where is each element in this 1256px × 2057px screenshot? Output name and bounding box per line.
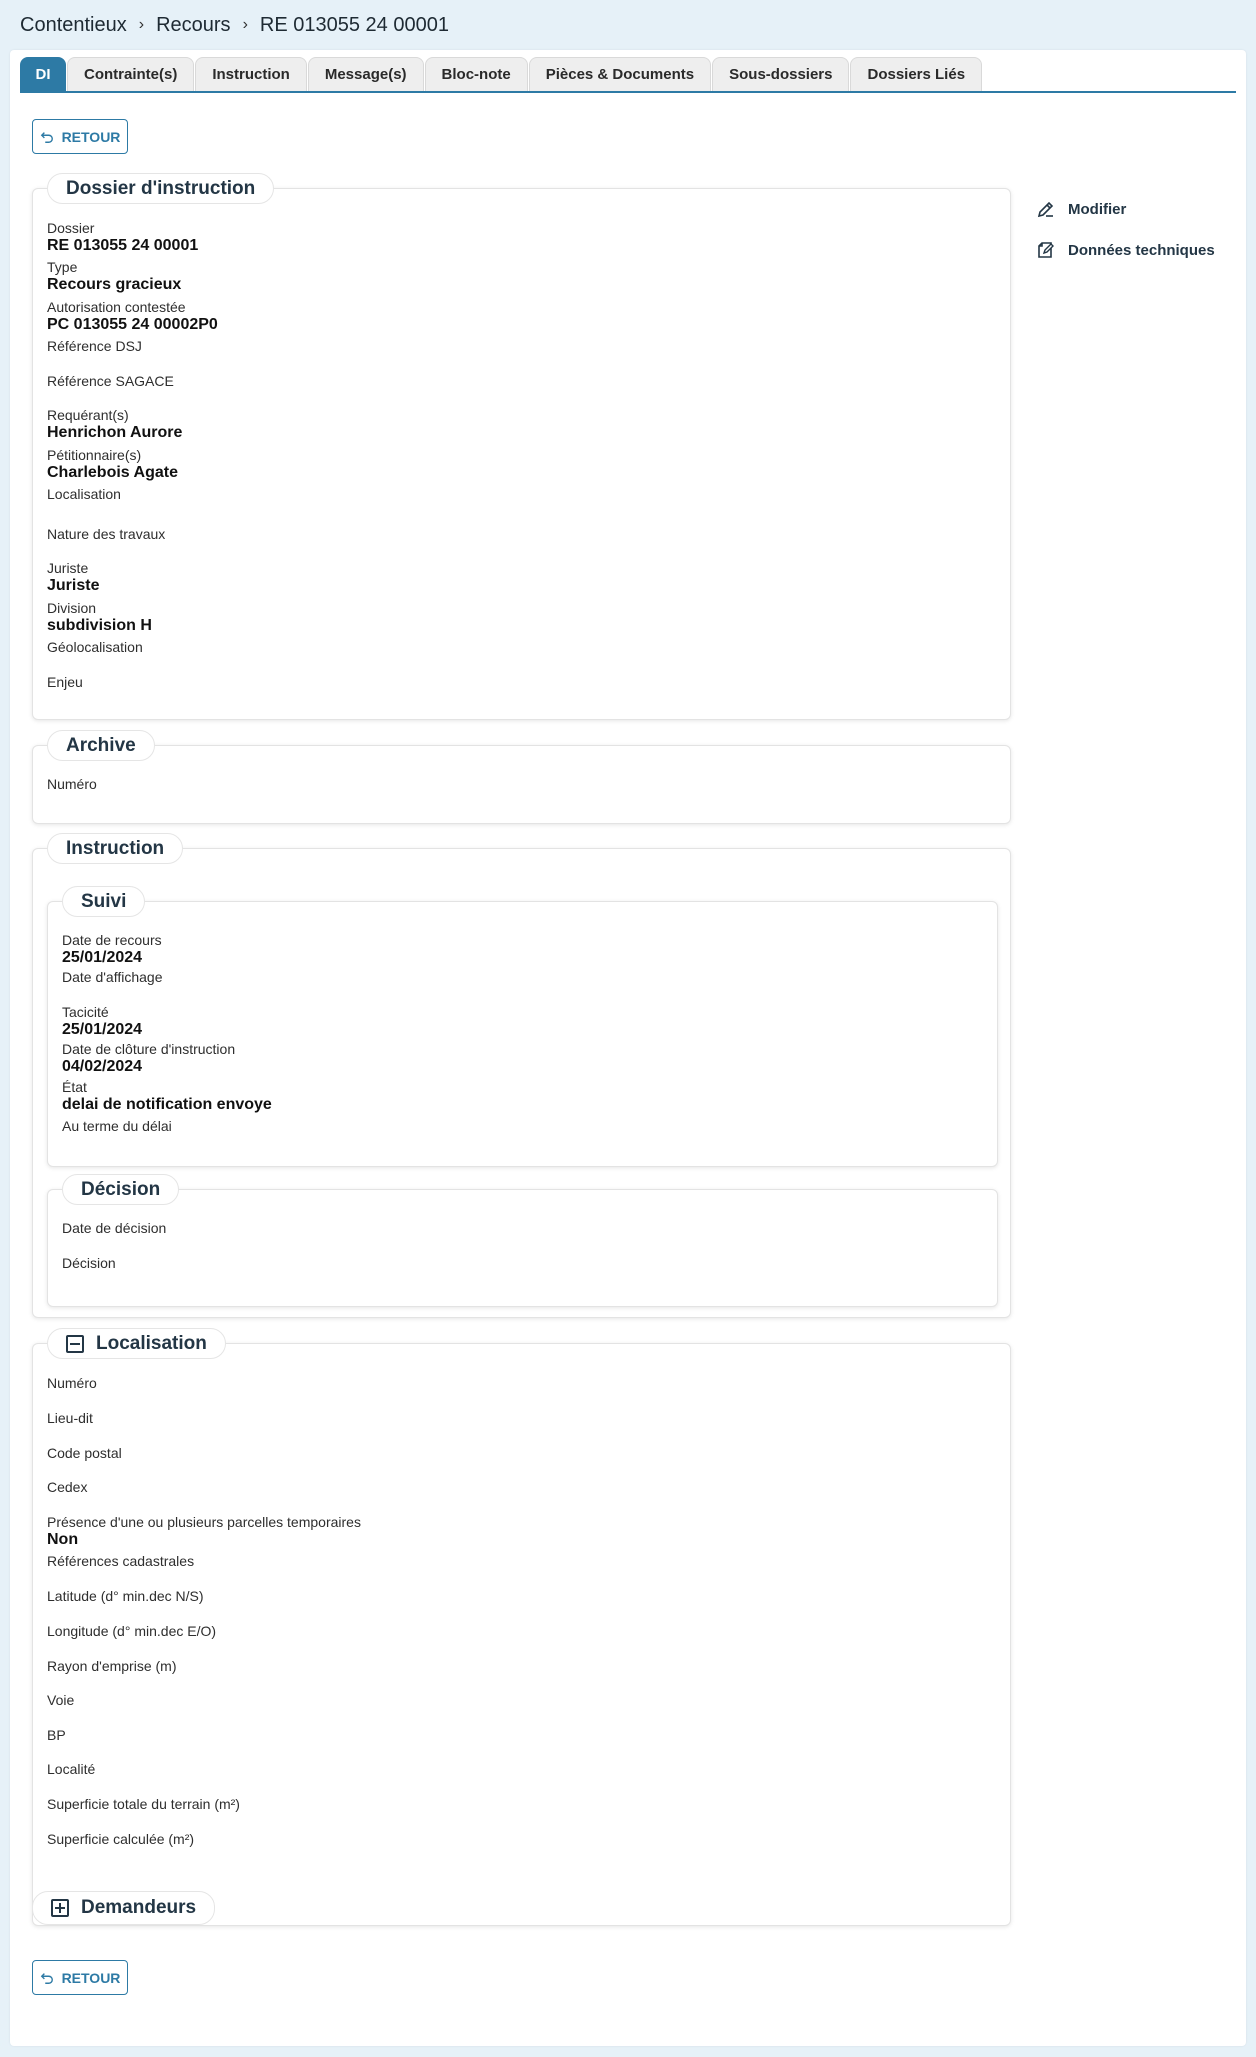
field-date-recours bbox=[62, 932, 162, 967]
retour-button-bottom[interactable] bbox=[32, 1960, 128, 1995]
section-title: Demandeurs bbox=[81, 1897, 197, 1918]
field-label: Au terme du délai bbox=[62, 1118, 172, 1134]
field-label: Type bbox=[47, 259, 78, 275]
field-label: Division bbox=[47, 600, 97, 616]
field-value: Charlebois Agate bbox=[47, 464, 178, 481]
tab-dossiers-lies[interactable]: Dossiers Liés bbox=[850, 57, 982, 91]
field-value: Recours gracieux bbox=[47, 276, 182, 293]
breadcrumb-item-recours[interactable]: Recours bbox=[156, 13, 231, 36]
field-archive-numero bbox=[47, 776, 97, 792]
field-value: Non bbox=[47, 1531, 79, 1548]
field-lieu-dit bbox=[47, 1410, 93, 1426]
tab-sous-dossiers[interactable]: Sous-dossiers bbox=[712, 57, 849, 91]
pencil-icon bbox=[1036, 199, 1056, 219]
field-dossier bbox=[47, 220, 198, 255]
field-label: Numéro bbox=[47, 776, 97, 792]
field-value: 25/01/2024 bbox=[62, 949, 143, 966]
chevron-right-icon: › bbox=[138, 16, 145, 33]
field-parcelles-temporaires bbox=[47, 1514, 361, 1549]
field-value: subdivision H bbox=[47, 617, 152, 634]
field-label: Décision bbox=[62, 1255, 116, 1271]
field-autorisation-contestee bbox=[47, 299, 218, 334]
field-label: BP bbox=[47, 1727, 66, 1743]
field-numero bbox=[47, 1375, 97, 1391]
tab-bar bbox=[20, 56, 1236, 93]
collapse-icon[interactable] bbox=[66, 1335, 84, 1353]
undo-icon bbox=[40, 130, 54, 144]
field-tacicite bbox=[62, 1004, 142, 1039]
field-label: Géolocalisation bbox=[47, 639, 143, 655]
field-label: Référence SAGACE bbox=[47, 373, 174, 389]
section-title: Archive bbox=[47, 730, 155, 761]
field-cedex bbox=[47, 1479, 87, 1495]
field-date-cloture bbox=[62, 1041, 235, 1076]
breadcrumb bbox=[20, 12, 449, 38]
localisation-toggle[interactable] bbox=[47, 1328, 226, 1359]
field-superficie-totale bbox=[47, 1796, 240, 1812]
field-label: Code postal bbox=[47, 1445, 122, 1461]
field-label: Date de recours bbox=[62, 932, 162, 948]
field-label: Date de clôture d'instruction bbox=[62, 1041, 236, 1057]
field-latitude bbox=[47, 1588, 204, 1604]
tab-bloc-note[interactable]: Bloc-note bbox=[425, 57, 528, 91]
section-title: Décision bbox=[62, 1174, 179, 1205]
field-juriste bbox=[47, 560, 99, 595]
field-label: Juriste bbox=[47, 560, 89, 576]
modifier-label: Modifier bbox=[1068, 200, 1127, 218]
field-label: Date d'affichage bbox=[62, 969, 163, 985]
field-decision bbox=[62, 1255, 116, 1271]
field-value: Juriste bbox=[47, 577, 100, 594]
field-label: Localité bbox=[47, 1761, 96, 1777]
main-panel bbox=[10, 50, 1246, 2046]
field-label: Numéro bbox=[47, 1375, 97, 1391]
field-label: Tacicité bbox=[62, 1004, 109, 1020]
field-reference-sagace bbox=[47, 373, 174, 389]
field-label: Superficie calculée (m²) bbox=[47, 1831, 195, 1847]
field-value: PC 013055 24 00002P0 bbox=[47, 316, 218, 333]
suivi-section bbox=[47, 890, 998, 1167]
field-reference-dsj bbox=[47, 338, 142, 354]
field-bp bbox=[47, 1727, 66, 1743]
field-label: Voie bbox=[47, 1692, 75, 1708]
field-label: Lieu-dit bbox=[47, 1410, 93, 1426]
breadcrumb-item-contentieux[interactable]: Contentieux bbox=[20, 13, 127, 36]
field-rayon-emprise bbox=[47, 1658, 177, 1674]
archive-section bbox=[32, 734, 1011, 824]
field-etat bbox=[62, 1079, 272, 1114]
field-label: Longitude (d° min.dec E/O) bbox=[47, 1623, 217, 1639]
field-label: Pétitionnaire(s) bbox=[47, 447, 142, 463]
field-label: Dossier bbox=[47, 220, 95, 236]
decision-section bbox=[47, 1178, 998, 1307]
tab-pieces-documents[interactable]: Pièces & Documents bbox=[529, 57, 711, 91]
field-label: Requérant(s) bbox=[47, 407, 129, 423]
field-division bbox=[47, 600, 152, 635]
field-label: Nature des travaux bbox=[47, 526, 166, 542]
field-value: Henrichon Aurore bbox=[47, 424, 183, 441]
field-value: 04/02/2024 bbox=[62, 1058, 143, 1075]
field-label: Référence DSJ bbox=[47, 338, 142, 354]
field-value: 25/01/2024 bbox=[62, 1021, 143, 1038]
field-date-affichage bbox=[62, 969, 163, 985]
field-au-terme-delai bbox=[62, 1118, 172, 1134]
tab-messages[interactable]: Message(s) bbox=[308, 57, 424, 91]
section-title: Suivi bbox=[62, 886, 145, 917]
field-label: Date de décision bbox=[62, 1220, 167, 1236]
field-geolocalisation bbox=[47, 639, 143, 655]
field-enjeu bbox=[47, 674, 83, 690]
dossier-instruction-section bbox=[32, 177, 1011, 720]
modifier-action[interactable] bbox=[1036, 198, 1126, 220]
breadcrumb-item-current: RE 013055 24 00001 bbox=[259, 13, 449, 36]
donnees-techniques-label: Données techniques bbox=[1068, 241, 1215, 259]
field-label: Superficie totale du terrain (m²) bbox=[47, 1796, 240, 1812]
field-label: Rayon d'emprise (m) bbox=[47, 1658, 177, 1674]
tab-di[interactable]: DI bbox=[20, 57, 66, 91]
field-nature-travaux bbox=[47, 526, 165, 542]
field-references-cadastrales bbox=[47, 1553, 194, 1569]
field-petitionnaires bbox=[47, 447, 178, 482]
field-requerants bbox=[47, 407, 182, 442]
field-label: Cedex bbox=[47, 1479, 88, 1495]
field-localite bbox=[47, 1761, 95, 1777]
tab-contraintes[interactable]: Contrainte(s) bbox=[67, 57, 194, 91]
field-type bbox=[47, 259, 181, 294]
retour-button[interactable] bbox=[32, 119, 128, 154]
field-value: delai de notification envoye bbox=[62, 1096, 272, 1113]
undo-icon bbox=[40, 1971, 54, 1985]
field-value: RE 013055 24 00001 bbox=[47, 237, 199, 254]
retour-label: RETOUR bbox=[61, 1969, 121, 1986]
demandeurs-toggle[interactable] bbox=[32, 1891, 215, 1925]
field-label: Localisation bbox=[47, 486, 121, 502]
field-label: Enjeu bbox=[47, 674, 83, 690]
field-label: Références cadastrales bbox=[47, 1553, 195, 1569]
field-label: Latitude (d° min.dec N/S) bbox=[47, 1588, 204, 1604]
expand-icon[interactable] bbox=[51, 1899, 69, 1917]
field-label: Autorisation contestée bbox=[47, 299, 186, 315]
field-code-postal bbox=[47, 1445, 122, 1461]
field-label: Présence d'une ou plusieurs parcelles temporaires bbox=[47, 1514, 361, 1530]
field-voie bbox=[47, 1692, 74, 1708]
section-title: Dossier d'instruction bbox=[47, 173, 274, 204]
tab-instruction[interactable]: Instruction bbox=[195, 57, 307, 91]
chevron-right-icon: › bbox=[242, 16, 248, 33]
field-date-decision bbox=[62, 1220, 166, 1236]
donnees-techniques-action[interactable] bbox=[1036, 239, 1215, 261]
section-title: Instruction bbox=[47, 833, 183, 864]
field-superficie-calculee bbox=[47, 1831, 194, 1847]
edit-document-icon bbox=[1036, 240, 1056, 260]
retour-label: RETOUR bbox=[61, 128, 121, 145]
field-longitude bbox=[47, 1623, 216, 1639]
instruction-section bbox=[32, 837, 1011, 1318]
field-label: État bbox=[62, 1079, 87, 1095]
field-localisation bbox=[47, 486, 121, 502]
localisation-section bbox=[32, 1332, 1011, 1926]
section-title: Localisation bbox=[96, 1332, 207, 1354]
